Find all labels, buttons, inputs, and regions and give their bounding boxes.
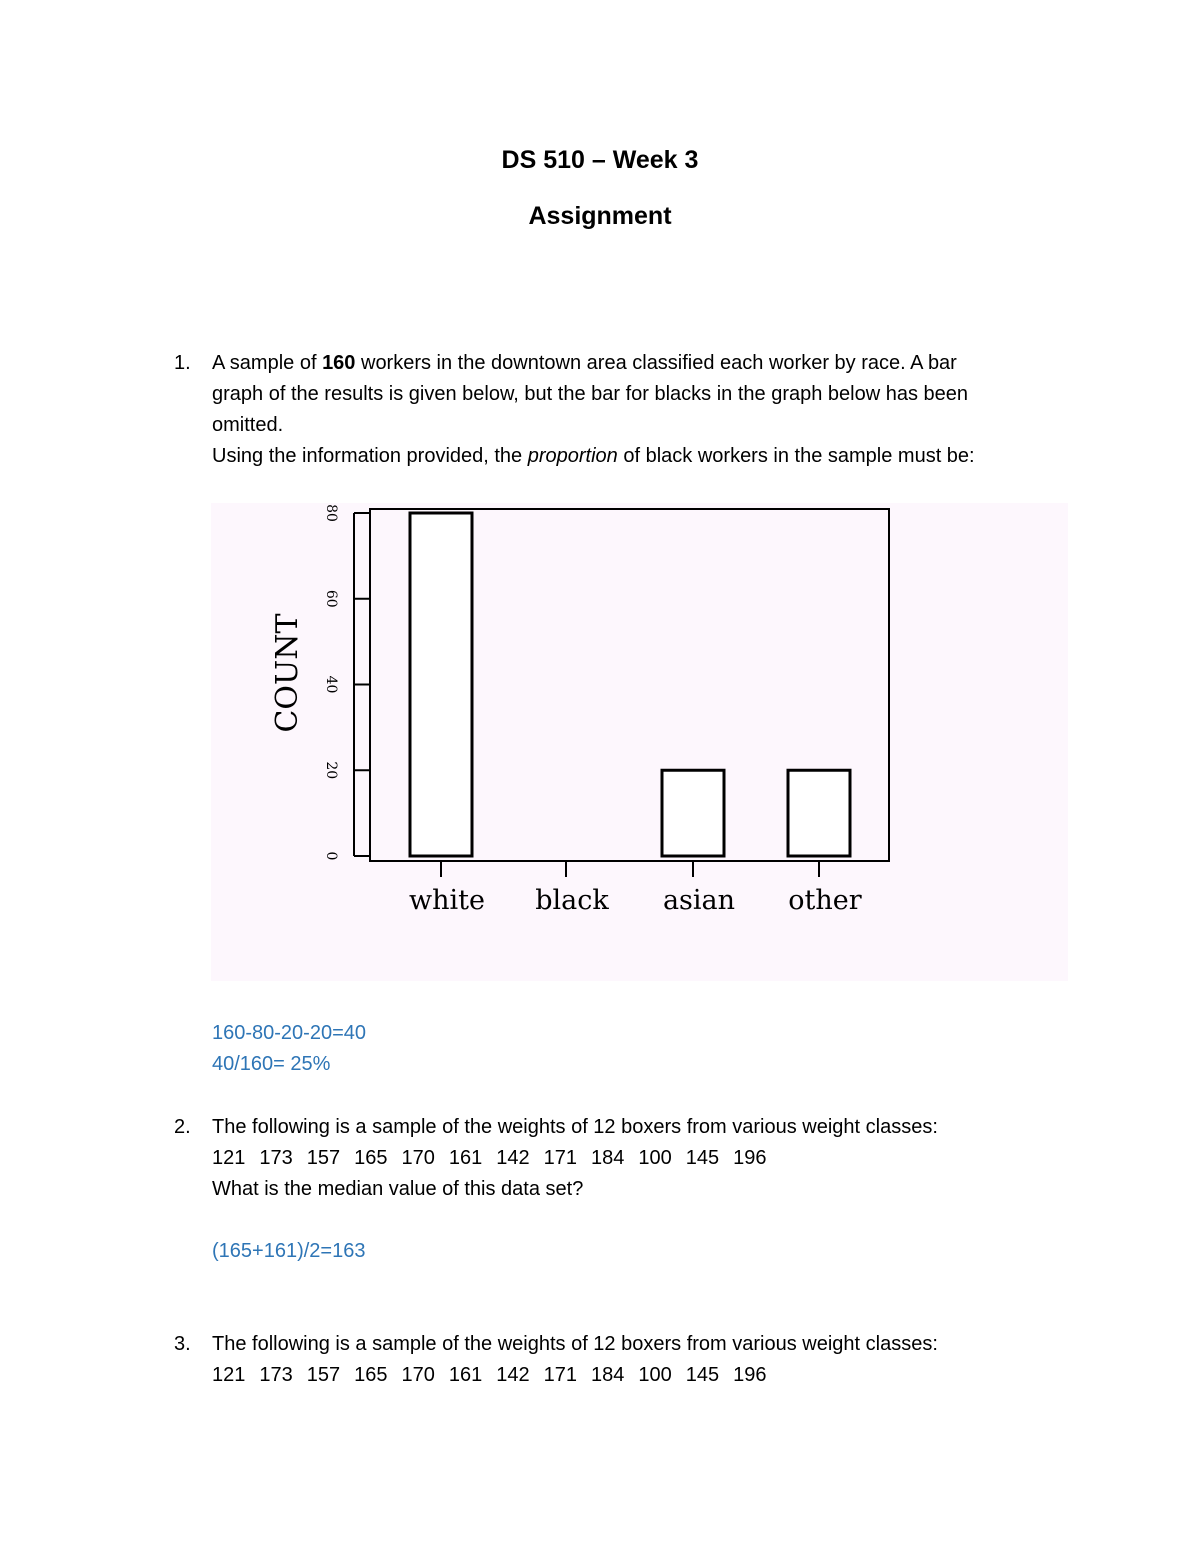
text-fragment: of black workers in the sample must be: [617,445,975,467]
y-tick-label: 0 [323,851,339,861]
question-text-line: The following is a sample of the weights of 12 boxers from various weight classes: [212,1333,938,1355]
question-number: 3. [174,1333,191,1355]
question-3 [174,1329,1092,1391]
data-value: 170 [401,1147,435,1169]
answer-line: (165+161)/2=163 [212,1240,366,1262]
data-value: 170 [401,1364,435,1386]
question-text-line [212,441,1092,472]
data-value: 145 [685,1364,720,1386]
bar-chart-svg [211,503,1068,981]
page-subtitle: Assignment [528,202,672,230]
data-value: 184 [591,1364,625,1386]
data-value: 173 [259,1147,293,1169]
question-text-line [212,348,1092,379]
data-value: 142 [496,1147,530,1169]
question-2 [174,1112,1092,1267]
answer-1 [212,1018,1092,1080]
data-values [212,1360,1092,1391]
emphasized-word: proportion [527,445,618,467]
data-value: 171 [543,1147,577,1169]
bar [788,770,850,856]
x-tick-label: other [788,885,862,916]
question-text-line: graph of the results is given below, but the bar for blacks in the graph below has been [212,383,969,405]
data-value: 171 [543,1364,577,1386]
bar-chart [211,503,1068,981]
text-fragment: workers in the downtown area classified each worker by race. A bar [355,352,957,374]
question-text-line: What is the median value of this data set? [212,1178,584,1200]
data-value: 196 [733,1147,767,1169]
data-values [212,1143,1092,1174]
y-axis-label: COUNT [270,613,305,733]
data-value: 173 [259,1364,293,1386]
data-value: 142 [496,1364,530,1386]
answer-line: 160-80-20-20=40 [212,1022,367,1044]
y-tick-label: 60 [323,589,339,608]
text-fragment: A sample of [212,352,323,374]
data-value: 121 [212,1147,246,1169]
data-value: 161 [448,1147,483,1169]
y-tick-label: 20 [323,761,339,780]
bar [662,770,724,856]
plot-area [323,504,889,916]
data-value: 161 [448,1364,483,1386]
data-value: 165 [354,1364,388,1386]
data-value: 121 [212,1364,246,1386]
y-tick-label: 80 [323,504,339,522]
data-value: 184 [591,1147,625,1169]
question-text-line: omitted. [212,414,284,436]
question-text-line: The following is a sample of the weights of 12 boxers from various weight classes: [212,1116,938,1138]
answer-line: 40/160= 25% [212,1053,331,1075]
data-value: 100 [638,1364,672,1386]
data-value: 100 [638,1147,672,1169]
question-number: 2. [174,1116,191,1138]
x-tick-label: white [409,885,485,916]
x-tick-label: asian [662,885,736,916]
data-value: 145 [685,1147,720,1169]
bar [410,513,472,856]
blank-line [212,1205,1092,1236]
question-1 [174,348,1092,472]
data-value: 157 [306,1364,341,1386]
y-axis-label-group [270,613,305,732]
data-value: 157 [306,1147,341,1169]
x-tick-label: black [535,885,609,916]
question-number: 1. [174,352,191,374]
data-value: 165 [354,1147,388,1169]
sample-size: 160 [322,352,356,374]
data-value: 196 [733,1364,767,1386]
page-title: DS 510 – Week 3 [501,146,699,174]
y-tick-label: 40 [323,675,339,694]
text-fragment: Using the information provided, the [212,445,528,467]
